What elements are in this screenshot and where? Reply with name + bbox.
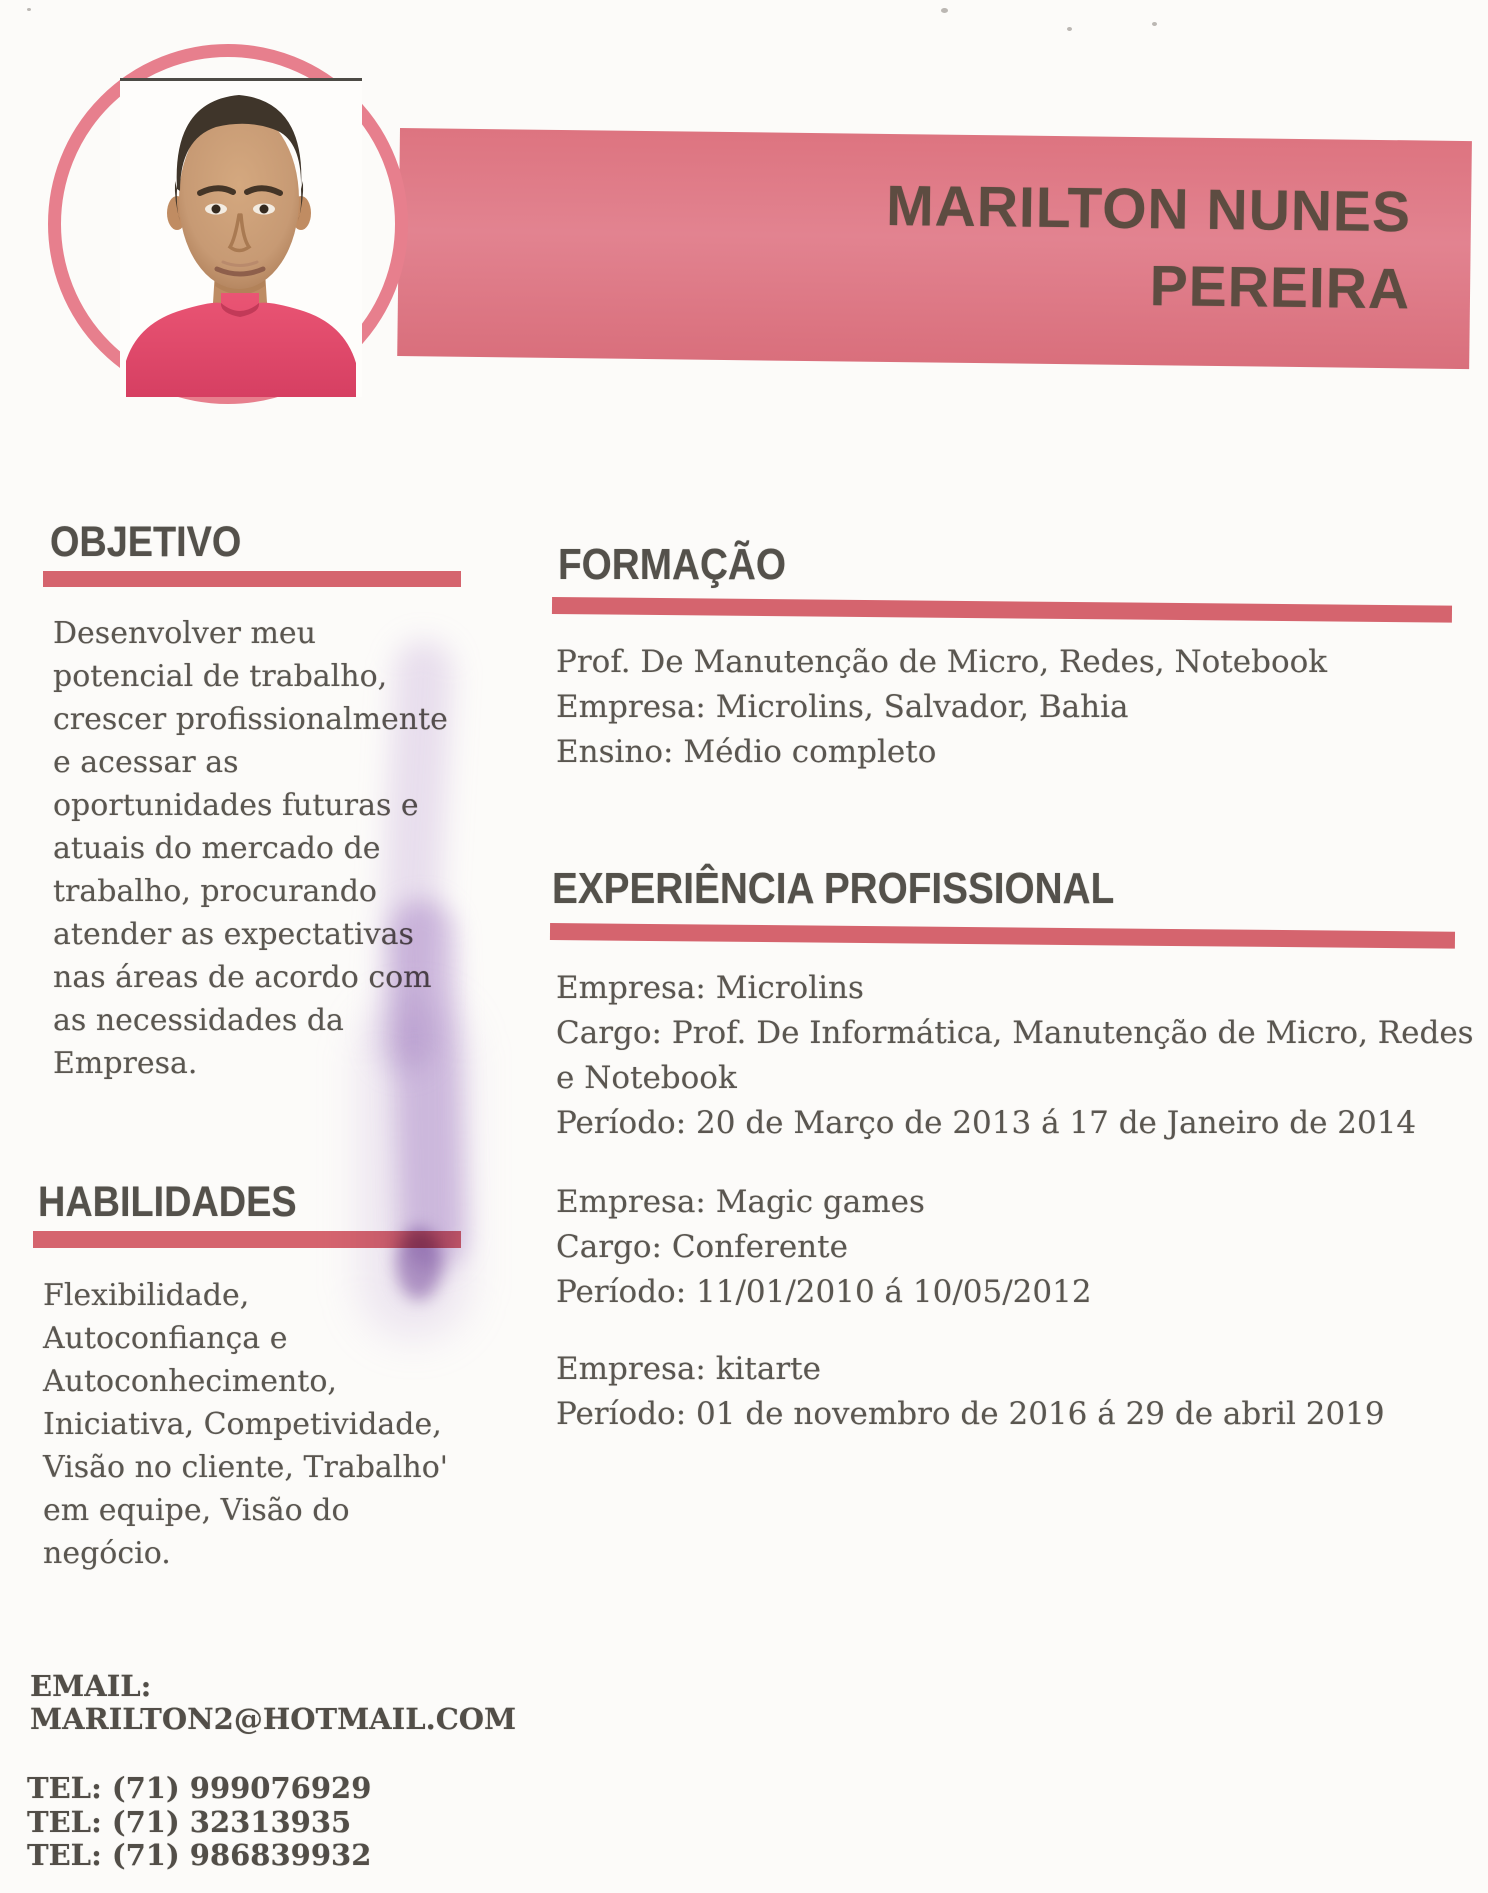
experiencia-underline — [550, 923, 1455, 949]
name-line-2: PEREIRA — [1149, 254, 1411, 322]
portrait-illustration — [120, 81, 362, 397]
objetivo-heading: OBJETIVO — [50, 518, 242, 566]
phone-2: TEL: (71) 32313935 — [27, 1804, 352, 1839]
scan-speck — [1152, 22, 1157, 26]
experiencia-heading: EXPERIÊNCIA PROFISSIONAL — [552, 864, 1115, 913]
email-label: EMAIL: — [30, 1669, 152, 1703]
name-line-1: MARILTON NUNES — [885, 173, 1412, 245]
job-entry-magic-games: Empresa: Magic games Cargo: Conferente Período: 11/01/2010 á 10/05/2012 — [556, 1184, 1092, 1310]
habilidades-text: Flexibilidade, Autoconfiança e Autoconhecimento, Iniciativa, Competividade, Visão no cliente, Trabalho' em equipe, Visão do negócio. — [43, 1278, 449, 1571]
phone-block — [27, 1772, 371, 1873]
scan-speck — [1067, 27, 1072, 31]
scan-speck — [941, 8, 948, 13]
formacao-underline — [552, 597, 1452, 623]
email-value: MARILTON2@HOTMAIL.COM — [30, 1702, 517, 1736]
habilidades-underline — [33, 1231, 461, 1248]
objetivo-text: Desenvolver meu potencial de trabalho, crescer profissionalmente e acessar as oportunidades futuras e atuais do mercado de trabalho, procurando atender as expectativas nas áreas de acordo com as necessidades da Empresa. — [53, 616, 448, 1081]
email-block — [30, 1670, 516, 1736]
formacao-heading: FORMAÇÃO — [558, 540, 787, 589]
profile-photo — [120, 78, 362, 397]
person-name — [885, 168, 1412, 328]
scan-speck — [27, 8, 31, 11]
objetivo-underline — [43, 571, 461, 587]
formacao-text: Prof. De Manutenção de Micro, Redes, Notebook Empresa: Microlins, Salvador, Bahia Ensino: Médio completo — [556, 644, 1328, 770]
habilidades-heading: HABILIDADES — [38, 1178, 297, 1226]
phone-1: TEL: (71) 999076929 — [27, 1771, 372, 1805]
phone-3: TEL: (71) 986839932 — [27, 1838, 372, 1872]
job-entry-kitarte: Empresa: kitarte Período: 01 de novembro de 2016 á 29 de abril 2019 — [556, 1351, 1385, 1432]
job-entry-microlins: Empresa: Microlins Cargo: Prof. De Informática, Manutenção de Micro, Redes e Notebook Período: 20 de Março de 2013 á 17 de Janeiro de 2014 — [556, 970, 1474, 1141]
name-banner — [397, 128, 1472, 369]
